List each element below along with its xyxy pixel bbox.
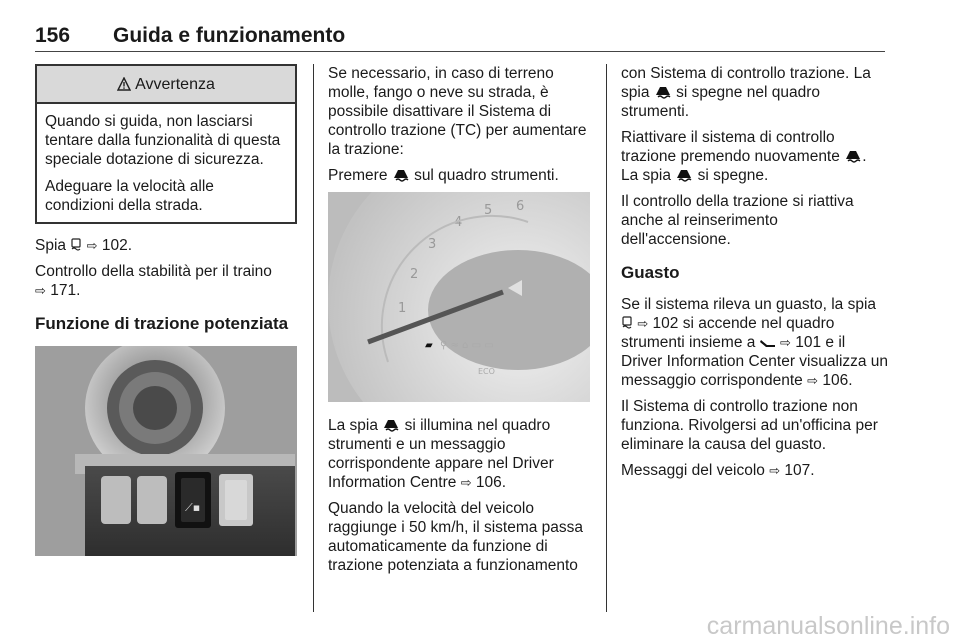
gauge-tick: 6 bbox=[516, 199, 525, 214]
warning-title: Avvertenza bbox=[135, 75, 215, 93]
page-ref-arrow-icon: ⇨ bbox=[807, 373, 819, 388]
column-right bbox=[621, 64, 889, 487]
paragraph: con Sistema di controllo trazione. La spia si spegne nel quadro strumenti. bbox=[621, 65, 871, 120]
page-ref[interactable]: 171. bbox=[50, 282, 81, 299]
instrument-cluster-photo bbox=[328, 192, 590, 402]
warning-body bbox=[37, 104, 295, 222]
paragraph: Il controllo della trazione si riattiva anche al reinserimento dell'accensione. bbox=[621, 193, 854, 248]
warning-triangle-icon bbox=[117, 77, 131, 91]
gauge-tick: 3 bbox=[428, 237, 437, 252]
esc-off-icon bbox=[70, 238, 82, 252]
esc-off-icon bbox=[621, 316, 633, 330]
column-divider bbox=[313, 64, 314, 612]
column-left bbox=[35, 64, 297, 556]
eco-label: ECO bbox=[478, 367, 495, 376]
paragraph: Se necessario, in caso di terreno molle, fango o neve su strada, è possibile disattivare il Sistema di controllo trazione (TC) per aumentare la trazione: bbox=[328, 65, 587, 158]
page-ref-arrow-icon: ⇨ bbox=[769, 463, 781, 478]
section-heading: Funzione di trazione potenziata bbox=[35, 314, 289, 333]
svg-text:⟋▪: ⟋▪ bbox=[185, 501, 201, 514]
chapter-title: Guida e funzionamento bbox=[113, 24, 346, 47]
warning-paragraph: Quando si guida, non lasciarsi tentare dalla funzionalità di questa speciale dotazione di sicurezza. bbox=[45, 113, 281, 168]
service-wrench-icon bbox=[760, 337, 776, 349]
page-ref-arrow-icon: ⇨ bbox=[35, 283, 46, 298]
paragraph: Messaggi del veicolo ⇨ 107. bbox=[621, 462, 815, 479]
warning-box bbox=[35, 64, 297, 224]
gauge-tick: 4 bbox=[454, 215, 463, 230]
warning-paragraph: Adeguare la velocità alle condizioni della strada. bbox=[45, 178, 214, 214]
svg-text:⚲ ≈ ⌂ ▭ ▭: ⚲ ≈ ⌂ ▭ ▭ bbox=[440, 340, 494, 351]
gauge-tick: 2 bbox=[410, 267, 419, 282]
stability-reference: Controllo della stabilità per il traino ⇨ 171. bbox=[35, 263, 272, 299]
page-ref[interactable]: 106. bbox=[475, 474, 507, 491]
page-number: 156 bbox=[35, 24, 71, 47]
page-ref-arrow-icon: ⇨ bbox=[637, 316, 649, 331]
traction-lamp-icon bbox=[654, 85, 672, 99]
watermark: carmanualsonline.info bbox=[706, 612, 950, 640]
page-ref-arrow-icon: ⇨ bbox=[460, 475, 472, 490]
paragraph-lamp: La spia si illumina nel quadro strumenti e un messaggio corrispondente appare nel Driver Information Centre ⇨ 106. bbox=[328, 417, 554, 491]
page-ref[interactable]: 107. bbox=[784, 462, 815, 479]
traction-switch-icon bbox=[392, 168, 410, 182]
column-divider bbox=[606, 64, 607, 612]
dashboard-switch-photo bbox=[35, 346, 297, 556]
spia-reference: Spia ⇨ 102. bbox=[35, 237, 133, 254]
traction-switch-icon bbox=[844, 149, 862, 163]
warning-header bbox=[37, 66, 295, 104]
page-ref-arrow-icon: ⇨ bbox=[86, 238, 98, 253]
page-ref-arrow-icon: ⇨ bbox=[780, 335, 791, 350]
paragraph-fault: Se il sistema rileva un guasto, la spia ⇨ 102 si accende nel quadro strumenti insieme a ⇨ 101 e il Driver Information Center visualizza un messaggio corrispondente ⇨ 106. bbox=[621, 296, 889, 389]
gauge-tick: 5 bbox=[484, 203, 493, 218]
gauge-tick: 1 bbox=[398, 301, 407, 316]
paragraph: Il Sistema di controllo trazione non funziona. Rivolgersi ad un'officina per eliminare la causa del guasto. bbox=[621, 398, 878, 453]
page-ref[interactable]: 102. bbox=[101, 237, 133, 254]
svg-text:▰: ▰ bbox=[425, 340, 433, 351]
paragraph: Riattivare il sistema di controllo trazione premendo nuovamente . La spia si spegne. bbox=[621, 129, 867, 184]
column-middle bbox=[328, 64, 590, 582]
traction-lamp-icon bbox=[382, 418, 400, 432]
page-ref[interactable]: 106. bbox=[822, 372, 853, 389]
paragraph: Quando la velocità del veicolo raggiunge i 50 km/h, il sistema passa automaticamente da funzione di trazione potenziata a funzionamento bbox=[328, 500, 584, 574]
paragraph-press: Premere sul quadro strumenti. bbox=[328, 167, 559, 184]
section-heading: Guasto bbox=[621, 263, 680, 282]
page-header bbox=[35, 26, 885, 52]
traction-lamp-icon bbox=[675, 168, 693, 182]
